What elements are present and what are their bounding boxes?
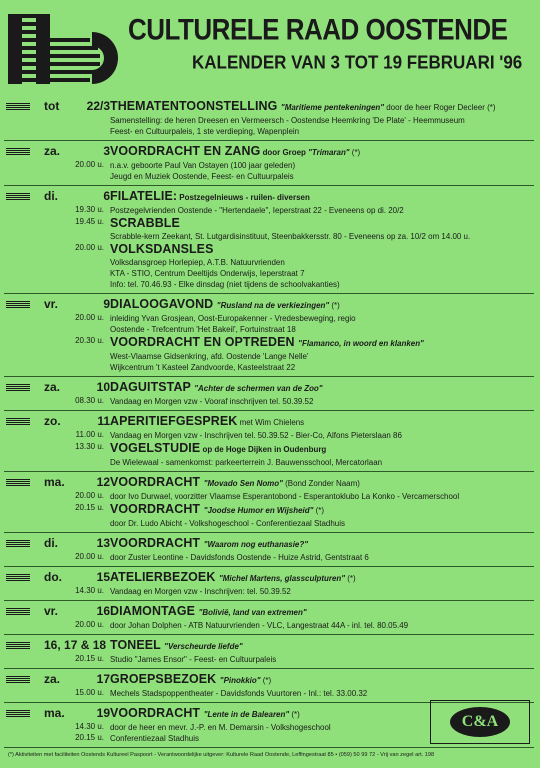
- event-detail: Feest- en Cultuurpaleis, 1 ste verdieping, Wapenplein: [110, 127, 300, 136]
- event-detail: Vandaag en Morgen vzw - Inschrijven tel. 50.39.52 - Bier-Co, Alfons Pieterslaan 86: [110, 431, 402, 440]
- event-quote: "Lente in de Balearen": [203, 710, 290, 719]
- event-detail: Oostende - Trefcentrum 'Het Bakeil', Fortuinstraat 18: [110, 325, 296, 334]
- event-time: [4, 323, 110, 334]
- striped-bullet-icon: [6, 574, 30, 581]
- event-title: ATELIERBEZOEK: [110, 570, 216, 584]
- event-title: APERITIEFGESPREK: [110, 414, 238, 428]
- event-date: 6: [103, 189, 110, 203]
- page-subtitle: KALENDER VAN 3 TOT 19 FEBRUARI '96: [192, 52, 523, 73]
- striped-bullet-icon: [6, 676, 30, 683]
- event-title: VOGELSTUDIE: [110, 441, 201, 455]
- event-heading: [110, 380, 532, 396]
- event-detail: door Zuster Leontine - Davidsfonds Oostende - Huize Astrid, Gentstraat 6: [110, 553, 369, 562]
- event-row: [4, 567, 534, 601]
- event-row: [4, 472, 534, 533]
- event-time: [4, 268, 110, 279]
- event-title: VOORDRACHT: [110, 475, 201, 489]
- event-time: [4, 125, 110, 136]
- event-time: 15.00 u.: [75, 688, 104, 697]
- event-date: 16, 17 & 18: [44, 638, 107, 652]
- event-time: 19.45 u.: [75, 217, 104, 226]
- event-day: di.: [44, 189, 58, 203]
- event-detail: De Wielewaal - samenkomst: parkeerterrein J. Bauwensschool, Mercatorlaan: [110, 458, 383, 467]
- event-day: vr.: [44, 604, 59, 618]
- event-row: [4, 96, 534, 141]
- striped-bullet-icon: [6, 418, 30, 425]
- event-day: tot: [44, 99, 60, 113]
- event-heading: [110, 335, 532, 351]
- event-detail: KTA - STIO, Centrum Deeltijds Onderwijs, Ieperstraat 7: [110, 269, 305, 278]
- event-time: [4, 170, 110, 181]
- event-time: 11.00 u.: [75, 430, 104, 439]
- event-extra: met Wim Chielens: [237, 418, 305, 427]
- event-detail: n.a.v. geboorte Paul Van Ostayen (100 jaar geleden): [110, 161, 296, 170]
- event-row: [4, 601, 534, 635]
- event-detail: Scrabble-kern Zeekant, St. Lutgardisinstituut, Steenbakkersstr. 80 - Eveneens op za. 10/2 om 14.00 u.: [110, 232, 471, 241]
- event-time: 20.30 u.: [75, 336, 104, 345]
- striped-bullet-icon: [6, 301, 30, 308]
- event-quote: "Achter de schermen van de Zoo": [194, 384, 323, 393]
- event-time: 20.00 u.: [75, 243, 104, 252]
- event-quote: "Flamanco, in woord en klanken": [298, 339, 424, 348]
- event-quote: "Rusland na de verkiezingen": [216, 301, 330, 310]
- event-row: [4, 669, 534, 703]
- event-date: 9: [103, 297, 110, 311]
- striped-bullet-icon: [6, 103, 30, 110]
- event-detail: door de heer en mevr. J.-P. en M. Demarsin - Volkshogeschool: [110, 723, 331, 732]
- event-quote: "Verscheurde liefde": [164, 642, 243, 651]
- culturele-raad-logo: [8, 14, 120, 84]
- event-heading: [110, 297, 532, 313]
- event-extra: (*): [289, 710, 300, 719]
- event-day: di.: [44, 536, 58, 550]
- event-heading: [110, 216, 532, 231]
- event-date: 22/3: [86, 99, 110, 113]
- event-row: [4, 186, 534, 294]
- event-title: VOORDRACHT: [110, 536, 201, 550]
- event-extra: (*): [329, 301, 340, 310]
- event-quote: "Trimaran": [308, 148, 350, 157]
- event-title: DAGUITSTAP: [110, 380, 191, 394]
- event-quote: "Michel Martens, glassculpturen": [218, 574, 346, 583]
- event-title: SCRABBLE: [110, 216, 180, 230]
- striped-bullet-icon: [6, 193, 30, 200]
- event-time: [4, 279, 110, 290]
- event-time: 20.00 u.: [75, 552, 104, 561]
- event-time: [4, 231, 110, 242]
- event-detail: West-Vlaamse Gidsenkring, afd. Oostende 'Lange Nelle': [110, 352, 309, 361]
- event-heading: [110, 502, 532, 518]
- event-extra: (*): [345, 574, 356, 583]
- event-date: 15: [96, 570, 110, 584]
- event-day: za.: [44, 144, 61, 158]
- event-extra: (*): [349, 148, 361, 157]
- event-time: 19.30 u.: [75, 205, 104, 214]
- event-quote: "Pinokkio": [219, 676, 261, 685]
- event-heading: [110, 144, 532, 160]
- event-date: 13: [96, 536, 110, 550]
- event-row: [4, 294, 534, 377]
- event-quote: "Bolivië, land van extremen": [198, 608, 307, 617]
- event-day: do.: [44, 570, 62, 584]
- event-time: [4, 114, 110, 125]
- event-time: 20.00 u.: [75, 620, 104, 629]
- event-title: VOORDRACHT EN ZANG: [110, 144, 261, 158]
- event-heading: [110, 414, 532, 430]
- event-time: 20.00 u.: [75, 313, 104, 322]
- event-date: 10: [96, 380, 110, 394]
- ca-logo: C&A: [450, 707, 510, 737]
- event-time: 08.30 u.: [75, 396, 104, 405]
- event-row: [4, 411, 534, 472]
- event-day: zo.: [44, 414, 61, 428]
- event-day: vr.: [44, 297, 59, 311]
- event-detail: Mechels Stadspoppentheater - Davidsfonds Vuurtoren - Inl.: tel. 33.00.32: [110, 689, 368, 698]
- event-quote: "Maritieme pentekeningen": [280, 103, 385, 112]
- event-day: za.: [44, 672, 61, 686]
- event-title: GROEPSBEZOEK: [110, 672, 217, 686]
- event-extra: (*): [313, 506, 324, 515]
- event-title: VOORDRACHT EN OPTREDEN: [110, 335, 295, 349]
- event-title: TONEEL: [110, 638, 161, 652]
- event-title: DIAMONTAGE: [110, 604, 196, 618]
- event-heading: [110, 441, 532, 457]
- page-title: CULTURELE RAAD OOSTENDE: [128, 12, 508, 47]
- event-time: [4, 456, 110, 467]
- event-heading: [110, 536, 532, 552]
- event-detail: Postzegelvrienden Oostende - "Hertendaele", Ieperstraat 22 - Eveneens op di. 20/2: [110, 206, 404, 215]
- event-detail: door Johan Dolphen - ATB Natuurvrienden - VLC, Langestraat 44A - inl. tel. 80.05.49: [110, 621, 409, 630]
- event-time: [4, 361, 110, 372]
- event-quote: "Movado Sen Nomo": [203, 479, 283, 488]
- event-time: 20.00 u.: [75, 160, 104, 169]
- event-detail: Jeugd en Muziek Oostende, Feest- en Cultuurpaleis: [110, 172, 294, 181]
- striped-bullet-icon: [6, 608, 30, 615]
- event-detail: Info: tel. 70.46.93 - Elke dinsdag (niet tijdens de schoolvakanties): [110, 280, 340, 289]
- striped-bullet-icon: [6, 479, 30, 486]
- event-time: 20.15 u.: [75, 503, 104, 512]
- striped-bullet-icon: [6, 384, 30, 391]
- event-title: THEMATENTOONSTELLING: [110, 99, 278, 113]
- event-time: 14.30 u.: [75, 722, 104, 731]
- event-heading: [110, 99, 532, 115]
- event-time: [4, 517, 110, 528]
- event-detail: inleiding Yvan Grosjean, Oost-Europakenner - Vredesbeweging, regio: [110, 314, 356, 323]
- event-time: [4, 257, 110, 268]
- event-heading: [110, 475, 532, 491]
- event-date: 19: [96, 706, 110, 720]
- event-extra: (*): [260, 676, 272, 685]
- event-detail: Conferentiezaal Stadhuis: [110, 734, 199, 743]
- event-title: VOORDRACHT: [110, 706, 201, 720]
- striped-bullet-icon: [6, 148, 30, 155]
- event-heading: [110, 604, 532, 620]
- event-row: [4, 377, 534, 411]
- event-detail: door Dr. Ludo Abicht - Volkshogeschool - Conferentiezaal Stadhuis: [110, 519, 345, 528]
- event-title: FILATELIE:: [110, 189, 178, 203]
- event-subtitle: door Groep: [260, 148, 309, 157]
- event-time: 20.15 u.: [75, 733, 104, 742]
- event-date: 16: [96, 604, 110, 618]
- footer-note: (*) Aktiviteiten met faciliteiten Oostends Kultureel Paspoort - Verantwoordelijke uitgever: Kulturele Raad Oostende, Leffingestraat 85 • (059) 50 99 72 - Vrij van zegel art. 198: [8, 752, 435, 758]
- event-detail: Studio "James Ensor" - Feest- en Cultuurpaleis: [110, 655, 277, 664]
- event-day: za.: [44, 380, 61, 394]
- event-extra: (Bond Zonder Naam): [282, 479, 360, 488]
- event-heading: [110, 570, 532, 586]
- event-title: DIALOOGAVOND: [110, 297, 214, 311]
- event-heading: [110, 189, 532, 205]
- event-time: 14.30 u.: [75, 586, 104, 595]
- event-row: [4, 635, 534, 669]
- event-row: [4, 533, 534, 567]
- event-quote: "Joodse Humor en Wijsheid": [203, 506, 314, 515]
- event-heading: [110, 638, 532, 654]
- striped-bullet-icon: [6, 710, 30, 717]
- event-date: 11: [97, 414, 110, 428]
- event-date: 3: [103, 144, 110, 158]
- event-heading: [110, 242, 532, 257]
- event-subtitle: op de Hoge Dijken in Oudenburg: [200, 445, 327, 454]
- event-date: 12: [96, 475, 110, 489]
- event-title: VOORDRACHT: [110, 502, 201, 516]
- event-detail: Wijkcentrum 't Kasteel Zandvoorde, Kasteelstraat 22: [110, 363, 296, 372]
- event-detail: Vandaag en Morgen vzw - Inschrijven: tel. 50.39.52: [110, 587, 291, 596]
- event-row: [4, 141, 534, 186]
- striped-bullet-icon: [6, 540, 30, 547]
- event-time: [4, 350, 110, 361]
- event-extra: door de heer Roger Decleer (*): [384, 103, 496, 112]
- event-detail: Samenstelling: de heren Dreesen en Vermeersch - Oostendse Heemkring 'De Plate' - Heemmuseum: [110, 116, 465, 125]
- event-time: 13.30 u.: [75, 442, 104, 451]
- event-day: ma.: [44, 475, 65, 489]
- event-time: 20.00 u.: [75, 491, 104, 500]
- ca-sponsor-badge: [430, 700, 530, 744]
- event-title: VOLKSDANSLES: [110, 242, 214, 256]
- event-date: 17: [96, 672, 110, 686]
- event-time: 20.15 u.: [75, 654, 104, 663]
- striped-bullet-icon: [6, 642, 30, 649]
- event-day: ma.: [44, 706, 65, 720]
- event-quote: "Waarom nog euthanasie?": [203, 540, 308, 549]
- event-list: [0, 96, 540, 748]
- event-detail: Vandaag en Morgen vzw - Vooraf inschrijven tel. 50.39.52: [110, 397, 314, 406]
- event-heading: [110, 672, 532, 688]
- event-detail: door Ivo Durwael, voorzitter Vlaamse Esperantobond - Esperantoklubo La Konko - Vercamerschool: [110, 492, 460, 501]
- event-detail: Volksdansgroep Horlepiep, A.T.B. Natuurvrienden: [110, 258, 285, 267]
- event-subtitle: Postzegelnieuws - ruilen- diversen: [177, 193, 310, 202]
